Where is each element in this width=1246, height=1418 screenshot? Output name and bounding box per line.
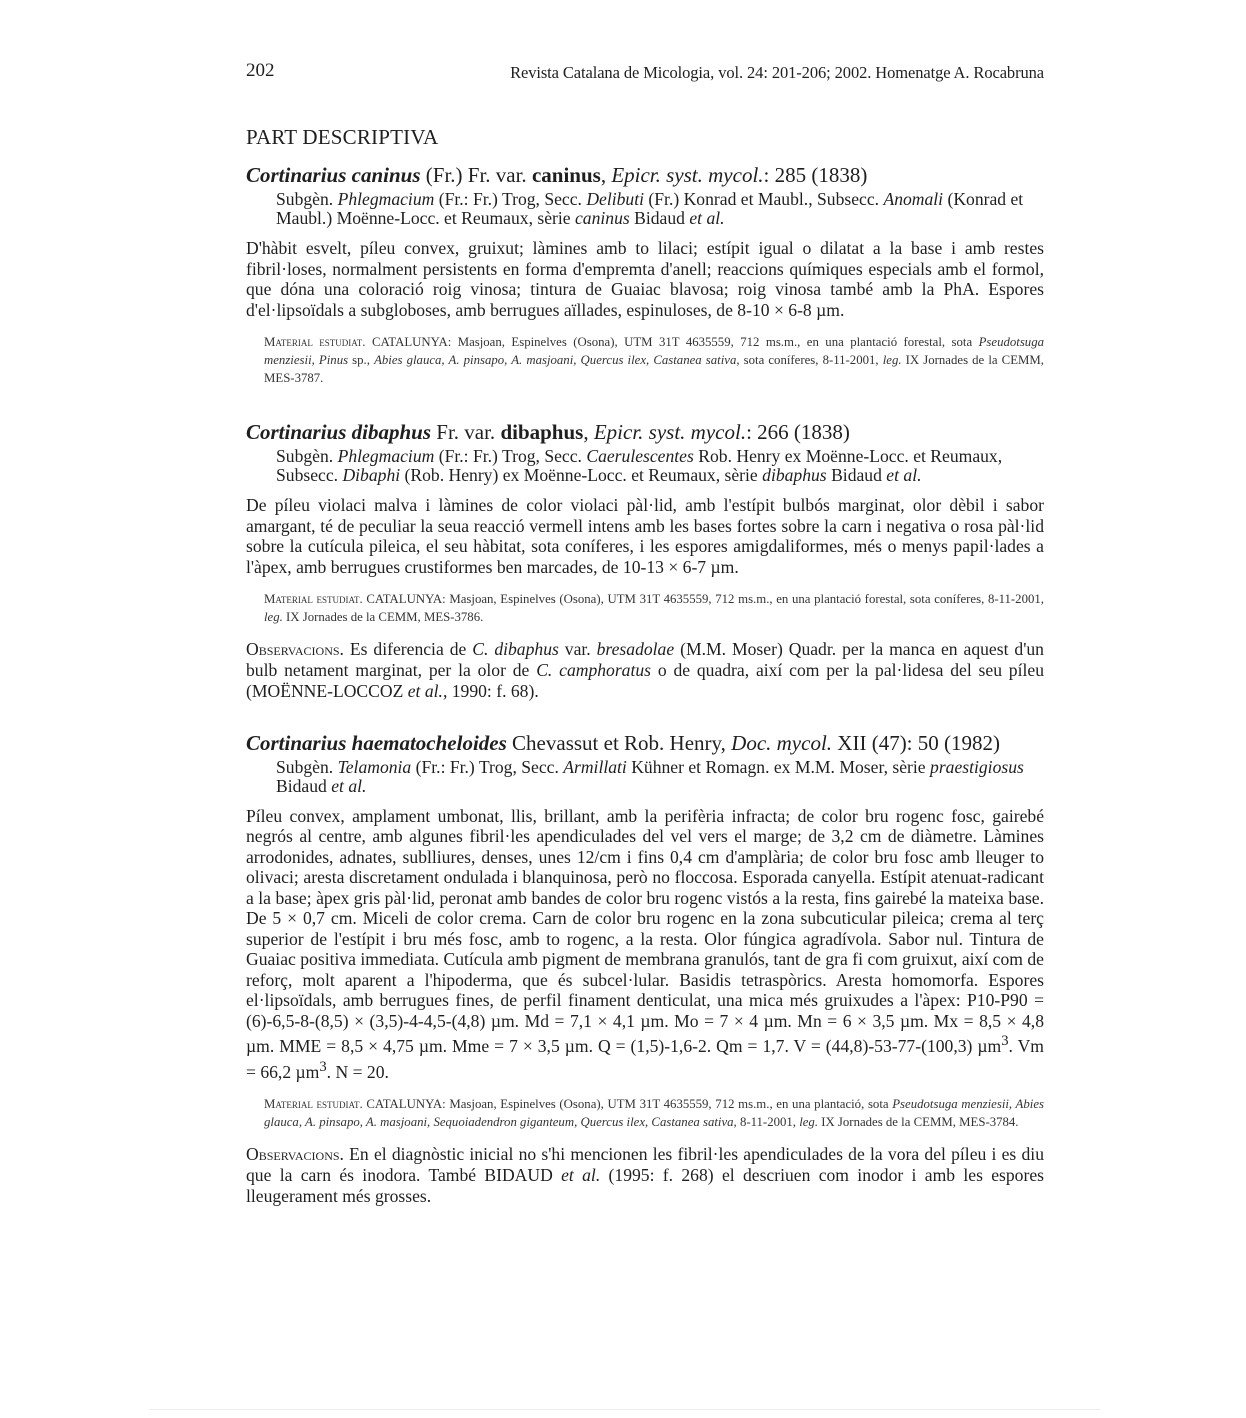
- page-number: 202: [246, 60, 275, 81]
- classification: Subgèn. Telamonia (Fr.: Fr.) Trog, Secc. Armillati Kühner et Romagn. ex M.M. Moser, sèrie praestigiosus Bidaud et al.: [276, 756, 1024, 796]
- species-description: De píleu violaci malva i làmines de color violaci pàl·lid, amb l'estípit bulbós marginat, olor dèbil i sabor amargant, té de peculiar la seua reacció vermell intens amb les bases fortes sobre la carn i negativa o rosa pàl·lid sobre la cutícula pileica, el seu hàbitat, sota coníferes, i les espores amigdaliformes, més o menys papil·lades a l'àpex, amb berrugues crustiformes ben marcades, de 10-13 × 6-7 µm.: [246, 495, 1044, 577]
- running-header: [246, 55, 1044, 91]
- classification: Subgèn. Phlegmacium (Fr.: Fr.) Trog, Secc. Delibuti (Fr.) Konrad et Maubl., Subsecc. Anomali (Konrad et Maubl.) Moënne-Locc. et Reumaux, sèrie caninus Bidaud et al.: [276, 189, 1024, 228]
- species-heading: Cortinarius dibaphus Fr. var. dibaphus, Epicr. syst. mycol.: 266 (1838): [246, 420, 850, 445]
- material-studied: Material estudiat. CATALUNYA: Masjoan, Espinelves (Osona), UTM 31T 4635559, 712 ms.m., en una plantació forestal, sota Pseudotsuga menziesii, Pinus sp., Abies glauca, A. pinsapo, A. masjoani, Quercus ilex, Castanea sativa, sota coníferes, 8-11-2001, leg. IX Jornades de la CEMM, MES-3787.: [264, 335, 1044, 385]
- scan-edge-line: [150, 1409, 1100, 1410]
- running-title: Revista Catalana de Micologia, vol. 24: 201-206; 2002. Homenatge A. Rocabruna: [510, 63, 1044, 82]
- species-entry: [246, 419, 1044, 702]
- species-description: D'hàbit esvelt, píleu convex, gruixut; làmines amb to lilaci; estípit igual o dilatat a la base i amb restes fibril·loses, normalment persistents en forma d'empremta d'anell; reaccions químiques especials amb el formol, que dóna una coloració roig vinosa; tintura de Guaiac blavosa; roig vinosa també amb la PhA. Espores d'el·lipsoïdals a subgloboses, amb berrugues aïllades, espinuloses, de 8-10 × 6-8 µm.: [246, 238, 1044, 320]
- material-studied: Material estudiat. CATALUNYA: Masjoan, Espinelves (Osona), UTM 31T 4635559, 712 ms.m., en una plantació, sota Pseudotsuga menziesii, Abies glauca, A. pinsapo, A. masjoani, Sequoiadendron giganteum, Quercus ilex, Castanea sativa, 8-11-2001, leg. IX Jornades de la CEMM, MES-3784.: [264, 1097, 1044, 1129]
- species-entry: [246, 730, 1044, 1207]
- species-heading: Cortinarius haematocheloides Chevassut et Rob. Henry, Doc. mycol. XII (47): 50 (1982): [246, 730, 1001, 755]
- observations: Observacions. Es diferencia de C. dibaphus var. bresadolae (M.M. Moser) Quadr. per la manca en aquest d'un bulb netament marginat, per la olor de C. camphoratus o de quadra, així com per la pal·lidesa del seu píleu (MOËNNE-LOCCOZ et al., 1990: f. 68).: [246, 638, 1044, 701]
- material-studied: Material estudiat. CATALUNYA: Masjoan, Espinelves (Osona), UTM 31T 4635559, 712 ms.m., en una plantació forestal, sota coníferes, 8-11-2001, leg. IX Jornades de la CEMM, MES-3786.: [264, 592, 1044, 625]
- observations: Observacions. En el diagnòstic inicial no s'hi mencionen les fibril·les apendiculades de la vora del píleu i es diu que la carn és inodora. També BIDAUD et al. (1995: f. 268) el descriuen com inodor i amb les espores lleugerament més grosses.: [246, 1143, 1044, 1206]
- species-description: Píleu convex, amplament umbonat, llis, brillant, amb la perifèria infracta; de color bru rogenc fosc, gairebé negrós al centre, amb algunes fibril·les apendiculades del vel vers el marge; de 3,2 cm de diàmetre. Làmines arrodonides, adnates, sublliures, denses, unes 12/cm i fins 0,4 cm d'amplària; de color bru fosc amb lleuger to olivaci; aresta discretament ondulada i blanquinosa, però no floccosa. Esporada canyella. Estípit atenuat-radicant a la base; àpex gris pàl·lid, peronat amb bandes de color bru rogenc vistós a la resta, fins gairebé la mateixa base. De 5 × 0,7 cm. Miceli de color crema. Carn de color bru rogenc en la zona subcuticular pileica; crema al terç superior de l'estípit i bru més fosc, amb to rogenc, a la resta. Olor fúngica agradívola. Sabor nul. Tintura de Guaiac positiva immediata. Cutícula amb pigment de membrana granulós, tant de gra fi com gruixut, així com de reforç, molt aparent a l'hipoderma, que és subcel·lular. Basidis tetraspòrics. Aresta homomorfa. Espores el·lipsoïdals, amb berrugues fines, de perfil finament denticulat, una mica més gruixudes a l'àpex: P10-P90 = (6)-6,5-8-(8,5) × (3,5)-4-4,5-(4,8) µm. Md = 7,1 × 4,1 µm. Mo = 7 × 4 µm. Mn = 6 × 3,5 µm. Mx = 8,5 × 4,8 µm. MME = 8,5 × 4,75 µm. Mme = 7 × 3,5 µm. Q = (1,5)-1,6-2. Qm = 1,7. V = (44,8)-53-77-(100,3) µm$^3$. Vm = 66,2 µm$^3$. N = 20.: [246, 805, 1044, 1082]
- species-heading: Cortinarius caninus (Fr.) Fr. var. caninus, Epicr. syst. mycol.: 285 (1838): [246, 163, 868, 187]
- section-title: PART DESCRIPTIVA: [246, 125, 439, 149]
- classification: Subgèn. Phlegmacium (Fr.: Fr.) Trog, Secc. Caerulescentes Rob. Henry ex Moënne-Locc. et Reumaux, Subsecc. Dibaphi (Rob. Henry) ex Moënne-Locc. et Reumaux, sèrie dibaphus Bidaud et al.: [276, 446, 1003, 486]
- species-entry: [246, 162, 1044, 387]
- page: [246, 55, 1044, 1207]
